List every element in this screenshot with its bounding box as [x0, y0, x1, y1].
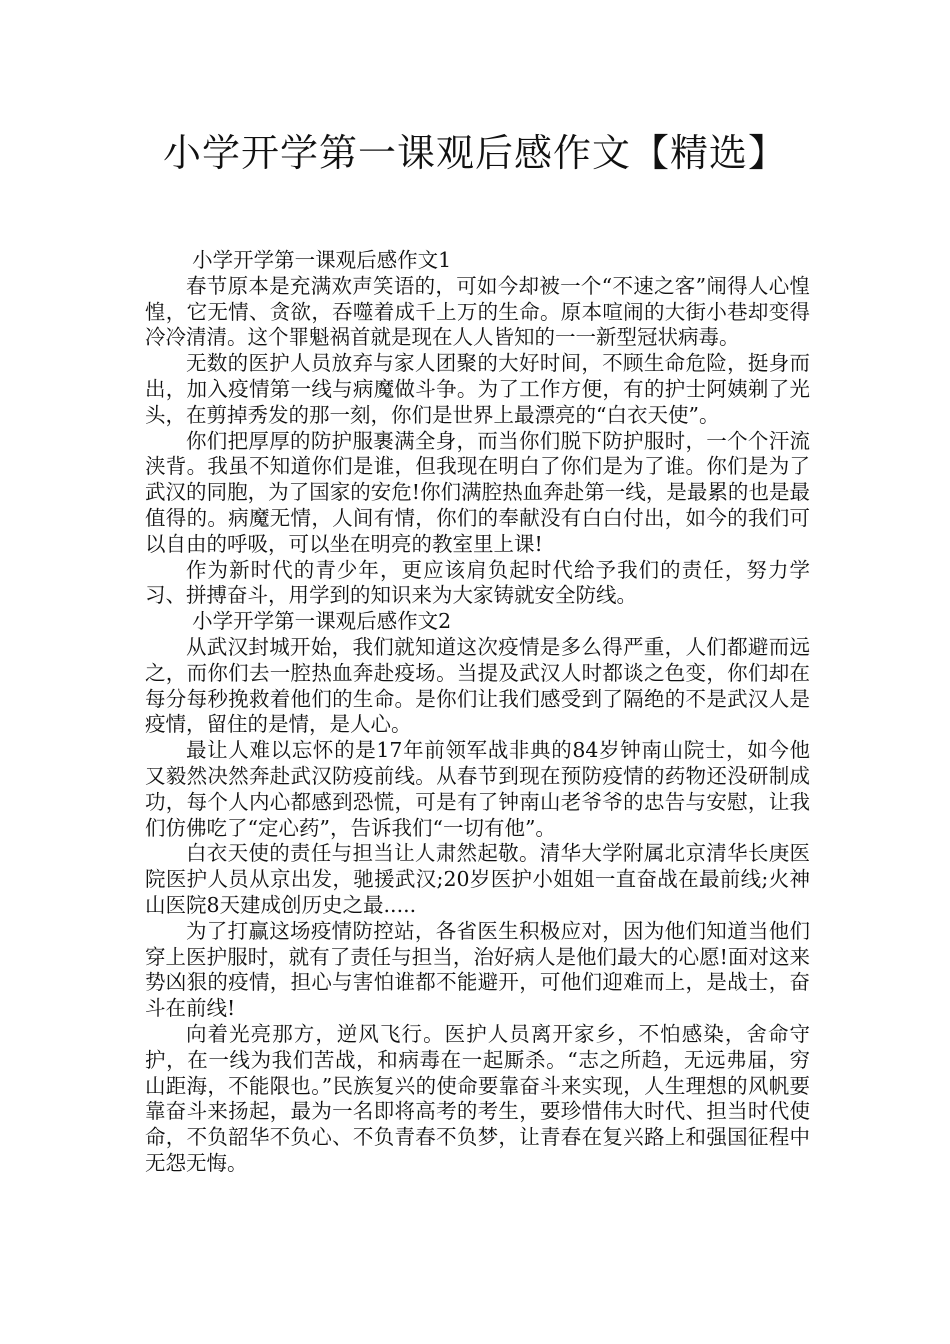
paragraph: 作为新时代的青少年，更应该肩负起时代给予我们的责任，努力学习、拼搏奋斗，用学到的知识来为大家铸就安全防线。	[145, 557, 810, 608]
section-heading: 小学开学第一课观后感作文2	[192, 609, 452, 634]
paragraph: 为了打赢这场疫情防控站，各省医生积极应对，因为他们知道当他们穿上医护服时，就有了责任与担当，治好病人是他们最大的心愿!面对这来势凶狠的疫情，担心与害怕谁都不能避开，可他们迎难而上，是战士，奋斗在前线!	[145, 918, 810, 1021]
document-body	[145, 248, 810, 1177]
paragraph: 向着光亮那方，逆风飞行。医护人员离开家乡，不怕感染，舍命守护，在一线为我们苦战，和病毒在一起厮杀。“志之所趋，无远弗届，穷山距海，不能限也。”民族复兴的使命要靠奋斗来实现，人生理想的风帆要靠奋斗来扬起，最为一名即将高考的考生，要珍惜伟大时代、担当时代使命，不负韶华不负心、不负青春不负梦，让青春在复兴路上和强国征程中无怨无悔。	[145, 1021, 810, 1175]
section-heading: 小学开学第一课观后感作文1	[192, 248, 452, 272]
paragraph: 白衣天使的责任与担当让人肃然起敬。清华大学附属北京清华长庚医院医护人员从京出发，驰援武汉;20岁医护小姐姐一直奋战在最前线;火神山医院8天建成创历史之最.....	[145, 841, 810, 917]
paragraph: 无数的医护人员放弃与家人团聚的大好时间，不顾生命危险，挺身而出，加入疫情第一线与病魔做斗争。为了工作方便，有的护士阿姨剃了光头，在剪掉秀发的那一刻，你们是世界上最漂亮的“白衣天使”。	[145, 351, 810, 427]
paragraph: 你们把厚厚的防护服裹满全身，而当你们脱下防护服时，一个个汗流浃背。我虽不知道你们是谁，但我现在明白了你们是为了谁。你们是为了武汉的同胞，为了国家的安危!你们满腔热血奔赴第一线，是最累的也是最值得的。病魔无情，人间有情，你们的奉献没有白白付出，如今的我们可以自由的呼吸，可以坐在明亮的教室里上课!	[145, 428, 810, 556]
paragraph: 从武汉封城开始，我们就知道这次疫情是多么得严重，人们都避而远之，而你们去一腔热血奔赴疫场。当提及武汉人时都谈之色变，你们却在每分每秒挽救着他们的生命。是你们让我们感受到了隔绝的不是武汉人是疫情，留住的是情，是人心。	[145, 634, 810, 737]
document-title: 小学开学第一课观后感作文【精选】	[162, 131, 787, 175]
paragraph: 最让人难以忘怀的是17年前领军战非典的84岁钟南山院士，如今他又毅然决然奔赴武汉防疫前线。从春节到现在预防疫情的药物还没研制成功，每个人内心都感到恐慌，可是有了钟南山老爷爷的忠告与安慰，让我们仿佛吃了“定心药”，告诉我们“一切有他”。	[145, 738, 810, 840]
paragraph: 春节原本是充满欢声笑语的，可如今却被一个“不速之客”闹得人心惶惶，它无情、贪欲，吞噬着成千上万的生命。原本喧闹的大街小巷却变得冷冷清清。这个罪魁祸首就是现在人人皆知的一一新型冠状病毒。	[145, 273, 810, 350]
